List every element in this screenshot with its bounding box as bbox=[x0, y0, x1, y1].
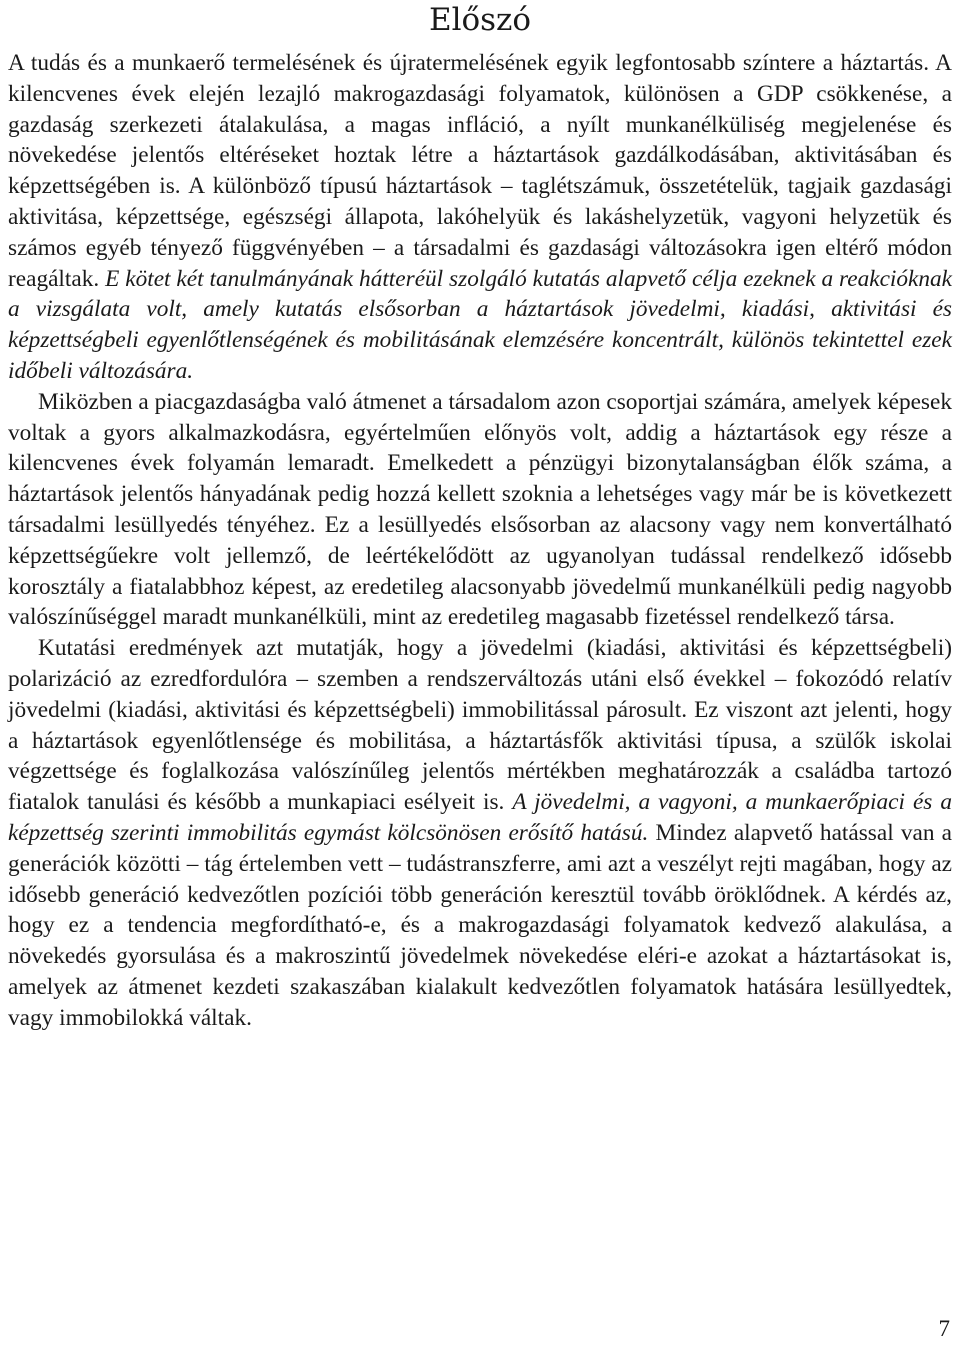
paragraph-3 bbox=[8, 633, 952, 1033]
page-number: 7 bbox=[938, 1316, 950, 1341]
paragraph-3-emphasis: A jövedelmi, a vagyoni, a munkaerőpiaci és a képzettség szerinti immobilitás egymást kölcsönösen erősítő hatású. bbox=[8, 789, 952, 846]
paragraph-1-text: A tudás és a munkaerő termelésének és újratermelésének egyik legfontosabb színtere a háztartás. A kilencvenes évek elején lezajló makrogazdasági folyamatok, különösen a GDP csökkenése, a gazdaság szerkezeti átalakulása, a magas infláció, a nyílt munkanélküliség megjelenése és növekedése jelentős eltéréseket hoztak létre a háztartások gazdálkodásában, aktivitásában és képzettségében is. A különböző típusú háztartások – taglétszámuk, összetételük, tagjaik gazdasági aktivitása, képzettsége, egészségi állapota, lakóhelyük és lakáshelyzetük, vagyoni helyzetük és számos egyéb tényező függvényében – a társadalmi és gazdasági változásokra igen eltérő módon reagáltak. bbox=[8, 50, 952, 292]
body-text bbox=[8, 48, 952, 1034]
paragraph-3-tail: Mindez alapvető hatással van a generációk közötti – tág értelemben vett – tudástranszferre, ami azt a veszélyt rejti magában, hogy az idősebb generáció kedvezőtlen pozíciói több generáción keresztül tovább öröklődnek. A kérdés az, hogy ez a tendencia megfordítható-e, és a makrogazdasági folyamatok kedvező alakulása, a növekedés gyorsulása és a makroszintű jövedelmek növekedése eléri-e azokat a háztartásokat is, amelyek az átmenet kezdeti szakaszában kialakult kedvezőtlen folyamatok hatására lesüllyedtek, vagy immobilokká váltak. bbox=[8, 819, 952, 1031]
page-title: Előszó bbox=[428, 2, 532, 38]
paragraph-2 bbox=[8, 387, 952, 633]
paragraph-3-text: Kutatási eredmények azt mutatják, hogy a jövedelmi (kiadási, aktivitási és képzettségbeli) polarizáció az ezredfordulóra – szemben a rendszerváltozás utáni első évekkel – fokozódó relatív jövedelmi (kiadási, aktivitási és képzettségbeli) immobilitással párosult. Ez viszont azt jelenti, hogy a háztartások egyenlőtlensége és mobilitása, a háztartásfők aktivitási típusa, a szülők iskolai végzettsége és foglalkozása valószínűleg jelentős mértékben meghatározzák a családba tartozó fiatalok tanulási és később a munkapiaci esélyeit is. bbox=[8, 635, 952, 816]
paragraph-2-text: Miközben a piacgazdaságba való átmenet a társadalom azon csoportjai számára, amelyek képesek voltak a gyors alkalmazkodásra, egyértelműen előnyös volt, addig a háztartások egy része a kilencvenes évek folyamán lemaradt. Emelkedett a pénzügyi bizonytalanságban élők száma, a háztartások jelentős hányadának pedig hozzá kellett szoknia a lehetséges vagy már be is következett társadalmi lesüllyedés tényéhez. Ez a lesüllyedés elsősorban az alacsony vagy nem konvertálható képzettségűekre volt jellemző, de leértékelődött az ugyanolyan tudással rendelkező idősebb korosztály a fiatalabbhoz képest, az eredetileg alacsonyabb jövedelmű munkanélküli pedig nagyobb valószínűséggel maradt munkanélküli, mint az eredetileg magasabb fizetéssel rendelkező társa. bbox=[8, 388, 952, 631]
paragraph-1 bbox=[8, 48, 952, 387]
paragraph-1-emphasis: E kötet két tanulmányának hátteréül szolgáló kutatás alapvető célja ezeknek a reakcióknak a vizsgálata volt, amely kutatás elsősorban a háztartások jövedelmi, kiadási, aktivitási és képzettségbeli egyenlőtlenségének és mobilitásának elemzésére koncentrált, különös tekintettel ezek időbeli változására. bbox=[8, 265, 953, 384]
